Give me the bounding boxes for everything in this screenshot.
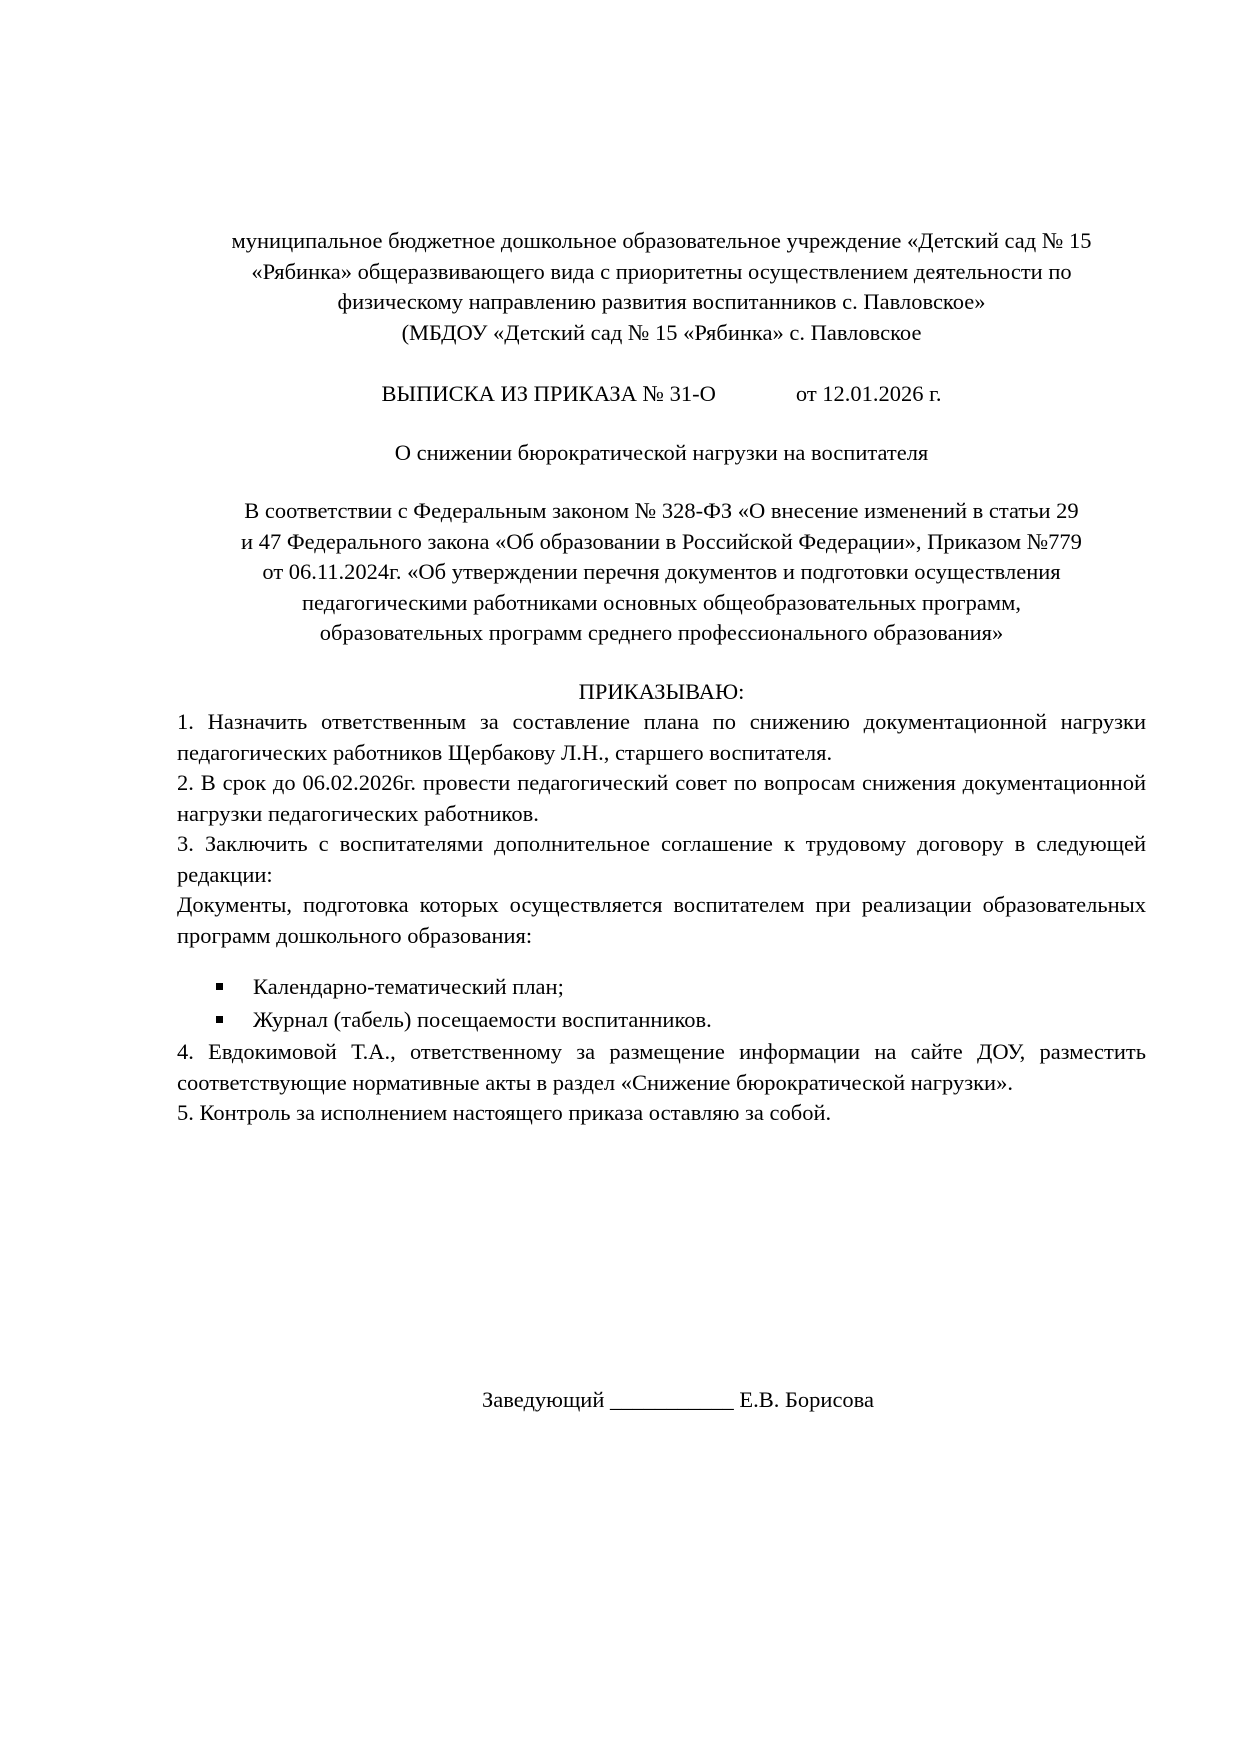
list-item-text: Календарно-тематический план;	[253, 974, 564, 1000]
documents-intro: Документы, подготовка которых осуществляется воспитателем при реализации образовательных программ дошкольного образования:	[177, 892, 1146, 948]
institution-header	[177, 226, 1146, 348]
list-item-text: Журнал (табель) посещаемости воспитанников.	[253, 1007, 712, 1033]
basis-line: образовательных программ среднего профессионального образования»	[319, 620, 1004, 645]
order-item-4: 4. Евдокимовой Т.А., ответственному за размещение информации на сайте ДОУ, разместить соответствующие нормативные акты в раздел «Снижение бюрократической нагрузки».	[177, 1039, 1146, 1095]
header-line: «Рябинка» общеразвивающего вида с приоритетны осуществлением деятельности по	[251, 258, 1072, 284]
square-bullet-icon	[216, 983, 223, 990]
order-item-5: 5. Контроль за исполнением настоящего приказа оставляю за собой.	[177, 1100, 832, 1125]
signature-block	[482, 1385, 874, 1415]
list-item	[216, 1004, 1146, 1037]
header-line: физическому направлению развития воспитанников с. Павловское»	[337, 289, 986, 314]
basis-line: от 06.11.2024г. «Об утверждении перечня документов и подготовки осуществления	[262, 559, 1061, 584]
signatory-name: Е.В. Борисова	[739, 1387, 874, 1412]
order-date: от 12.01.2026 г.	[795, 381, 942, 406]
square-bullet-icon	[216, 1016, 223, 1023]
order-subject: О снижении бюрократической нагрузки на воспитателя	[394, 439, 929, 465]
order-item-3: 3. Заключить с воспитателями дополнительное соглашение к трудовому договору в следующей редакции:	[177, 831, 1146, 887]
order-item-1: 1. Назначить ответственным за составление плана по снижению документационной нагрузки педагогических работников Щербакову Л.Н., старшего воспитателя.	[177, 709, 1146, 765]
documents-list	[177, 971, 1146, 1037]
order-number: ВЫПИСКА ИЗ ПРИКАЗА № 31-О	[381, 381, 716, 406]
document-title	[177, 379, 1146, 410]
signatory-position: Заведующий	[482, 1387, 605, 1412]
signature-line: ___________	[609, 1387, 734, 1412]
basis-line: В соответствии с Федеральным законом № 328-ФЗ «О внесение изменений в статьи 29	[244, 498, 1079, 523]
decree-heading: ПРИКАЗЫВАЮ:	[578, 678, 745, 704]
header-line: муниципальное бюджетное дошкольное образовательное учреждение «Детский сад № 15	[231, 228, 1092, 253]
basis-line: педагогическими работниками основных общеобразовательных программ,	[302, 589, 1021, 615]
header-line: (МБДОУ «Детский сад № 15 «Рябинка» с. Павловское	[401, 319, 922, 345]
order-item-2: 2. В срок до 06.02.2026г. провести педагогический совет по вопросам снижения документационной нагрузки педагогических работников.	[177, 770, 1146, 826]
legal-basis	[177, 496, 1146, 649]
basis-line: и 47 Федерального закона «Об образовании в Российской Федерации», Приказом №779	[241, 528, 1082, 554]
list-item	[216, 971, 1146, 1004]
document-body	[177, 226, 1146, 1129]
